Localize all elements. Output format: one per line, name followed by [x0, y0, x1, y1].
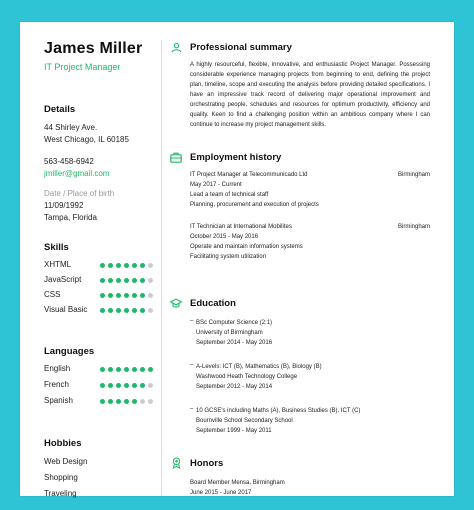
rating-dot-filled: [116, 308, 121, 313]
education-school: Washwood Heath Technology College: [196, 374, 298, 380]
job-duty: Facilitating system utilization: [190, 254, 267, 260]
rating-label: Visual Basic: [44, 305, 88, 314]
education-school: Bournville School Secondary School: [196, 418, 293, 424]
rating-dots: [100, 278, 153, 283]
rating-dot-filled: [108, 293, 113, 298]
rating-row: [44, 364, 154, 376]
rating-dot-filled: [132, 308, 137, 313]
rating-dot-filled: [140, 278, 145, 283]
job-dates: October 2015 - May 2016: [190, 234, 259, 240]
honor-dates: June 2015 - June 2017: [190, 490, 252, 496]
honor-entry: [190, 478, 430, 498]
candidate-role: IT Project Manager: [44, 62, 121, 72]
rating-dot-empty: [148, 263, 153, 268]
hobby-item: Web Design: [44, 457, 88, 466]
education-course: BSc Computer Science (2:1): [196, 320, 273, 326]
rating-dots: [100, 263, 153, 268]
rating-dot-filled: [108, 278, 113, 283]
graduation-cap-icon: [170, 297, 182, 309]
summary-text: A highly resourceful, flexible, innovative, and enthusiastic Project Manager. Possessing considerable experience managing projects from beginning to end, defining the project plan, timeline, scope and executing the analysis before providing detailed specifications. I have an impressive track record of delivering major operational improvement and orchestrating people, schedules and resources for optimum productivity, efficiency and quality. Keen to find a challenging position within an ambitious company where I can continue to increase my project management skills.: [190, 62, 430, 128]
rating-dots: [100, 367, 153, 372]
honors-heading: Honors: [190, 457, 224, 469]
languages-heading: Languages: [44, 346, 95, 357]
rating-row: [44, 396, 154, 408]
place-of-birth: Tampa, Florida: [44, 213, 97, 222]
summary-heading: Professional summary: [190, 41, 292, 53]
rating-dot-filled: [100, 293, 105, 298]
education-bullet: –: [190, 406, 194, 412]
rating-dot-empty: [140, 399, 145, 404]
job-duty: Planning, procurement and execution of projects: [190, 202, 319, 208]
job-location: Birmingham: [397, 224, 430, 230]
job-location: Birmingham: [397, 172, 430, 178]
rating-dot-filled: [124, 399, 129, 404]
employment-heading: Employment history: [190, 151, 282, 163]
job-dates: May 2017 - Current: [190, 182, 242, 188]
education-course: 10 GCSE's including Maths (A), Business Studies (B), ICT (C): [196, 408, 361, 414]
job-duty: Operate and maintain information systems: [190, 244, 303, 250]
rating-dot-filled: [116, 399, 121, 404]
rating-dot-filled: [140, 383, 145, 388]
job-duty: Lead a team of technical staff: [190, 192, 269, 198]
rating-dots: [100, 383, 153, 388]
rating-dot-filled: [124, 308, 129, 313]
resume-page: [20, 22, 454, 496]
rating-dot-filled: [124, 263, 129, 268]
rating-dot-filled: [140, 293, 145, 298]
date-of-birth: 11/09/1992: [44, 201, 84, 210]
rating-dot-filled: [108, 399, 113, 404]
candidate-name: James Miller: [44, 40, 143, 57]
education-course: A-Levels: ICT (B), Mathematics (B), Biology (B): [196, 364, 322, 370]
rating-dot-filled: [100, 263, 105, 268]
rating-dot-filled: [132, 263, 137, 268]
rating-dot-filled: [116, 263, 121, 268]
column-divider: [161, 40, 162, 496]
rating-dot-filled: [124, 383, 129, 388]
rating-dot-filled: [140, 263, 145, 268]
rating-dot-filled: [100, 399, 105, 404]
rating-row: [44, 380, 154, 392]
job-title: IT Project Manager at Telecommunicado Ltd: [190, 172, 308, 178]
rating-label: XHTML: [44, 260, 72, 269]
rating-dot-filled: [124, 278, 129, 283]
rating-dot-empty: [148, 308, 153, 313]
rating-dot-filled: [108, 308, 113, 313]
award-icon: [170, 457, 182, 469]
rating-dot-empty: [148, 383, 153, 388]
hobby-item: Shopping: [44, 473, 78, 482]
rating-dot-filled: [132, 293, 137, 298]
rating-dot-filled: [108, 263, 113, 268]
summary-header: [170, 40, 292, 54]
hobbies-heading: Hobbies: [44, 438, 82, 449]
rating-dot-filled: [100, 367, 105, 372]
briefcase-icon: [170, 151, 182, 163]
rating-dot-filled: [124, 367, 129, 372]
rating-dot-filled: [140, 367, 145, 372]
rating-row: [44, 290, 154, 302]
rating-dot-filled: [108, 383, 113, 388]
rating-row: [44, 275, 154, 287]
rating-label: CSS: [44, 290, 61, 299]
rating-dot-filled: [132, 278, 137, 283]
rating-label: English: [44, 364, 71, 373]
education-entry: [196, 318, 426, 348]
education-bullet: –: [190, 318, 194, 324]
rating-dot-filled: [100, 308, 105, 313]
address-line-1: 44 Shirley Ave.: [44, 123, 98, 132]
education-dates: September 1999 - May 2011: [196, 428, 272, 434]
rating-dot-empty: [148, 293, 153, 298]
details-heading: Details: [44, 104, 76, 115]
rating-dot-empty: [148, 399, 153, 404]
rating-dot-filled: [116, 278, 121, 283]
rating-dot-filled: [140, 308, 145, 313]
rating-dot-filled: [132, 383, 137, 388]
employment-header: [170, 150, 281, 164]
education-school: University of Birmingham: [196, 330, 263, 336]
person-icon: [170, 41, 182, 53]
rating-dots: [100, 308, 153, 313]
education-entry: [196, 362, 426, 392]
rating-row: [44, 305, 154, 317]
rating-label: French: [44, 380, 69, 389]
skills-heading: Skills: [44, 242, 69, 253]
rating-dot-filled: [108, 367, 113, 372]
left-column: [44, 40, 154, 498]
rating-dot-filled: [124, 293, 129, 298]
rating-dots: [100, 293, 153, 298]
education-dates: September 2014 - May 2016: [196, 340, 273, 346]
education-bullet: –: [190, 362, 194, 368]
email-link[interactable]: jmiller@gmail.com: [44, 169, 110, 178]
rating-dot-filled: [100, 383, 105, 388]
rating-row: [44, 260, 154, 272]
address-line-2: West Chicago, IL 60185: [44, 135, 129, 144]
education-heading: Education: [190, 297, 236, 309]
rating-dot-filled: [116, 367, 121, 372]
rating-dot-filled: [116, 293, 121, 298]
job-entry: [190, 222, 430, 262]
rating-dot-empty: [148, 278, 153, 283]
job-entry: [190, 170, 430, 210]
education-header: [170, 296, 236, 310]
honors-header: [170, 456, 223, 470]
dob-label: Date / Place of birth: [44, 189, 115, 198]
honor-title: Board Member Mensa, Birmingham: [190, 480, 285, 486]
phone-number: 563-458-6942: [44, 157, 94, 166]
education-dates: September 2012 - May 2014: [196, 384, 273, 390]
rating-dot-filled: [132, 399, 137, 404]
rating-dot-filled: [148, 367, 153, 372]
rating-dots: [100, 399, 153, 404]
rating-label: JavaScript: [44, 275, 82, 284]
job-title: IT Technician at International Mobilites: [190, 224, 292, 230]
education-entry: [196, 406, 426, 436]
hobby-item: Traveling: [44, 489, 77, 498]
rating-dot-filled: [116, 383, 121, 388]
rating-dot-filled: [100, 278, 105, 283]
rating-dot-filled: [132, 367, 137, 372]
rating-label: Spanish: [44, 396, 73, 405]
